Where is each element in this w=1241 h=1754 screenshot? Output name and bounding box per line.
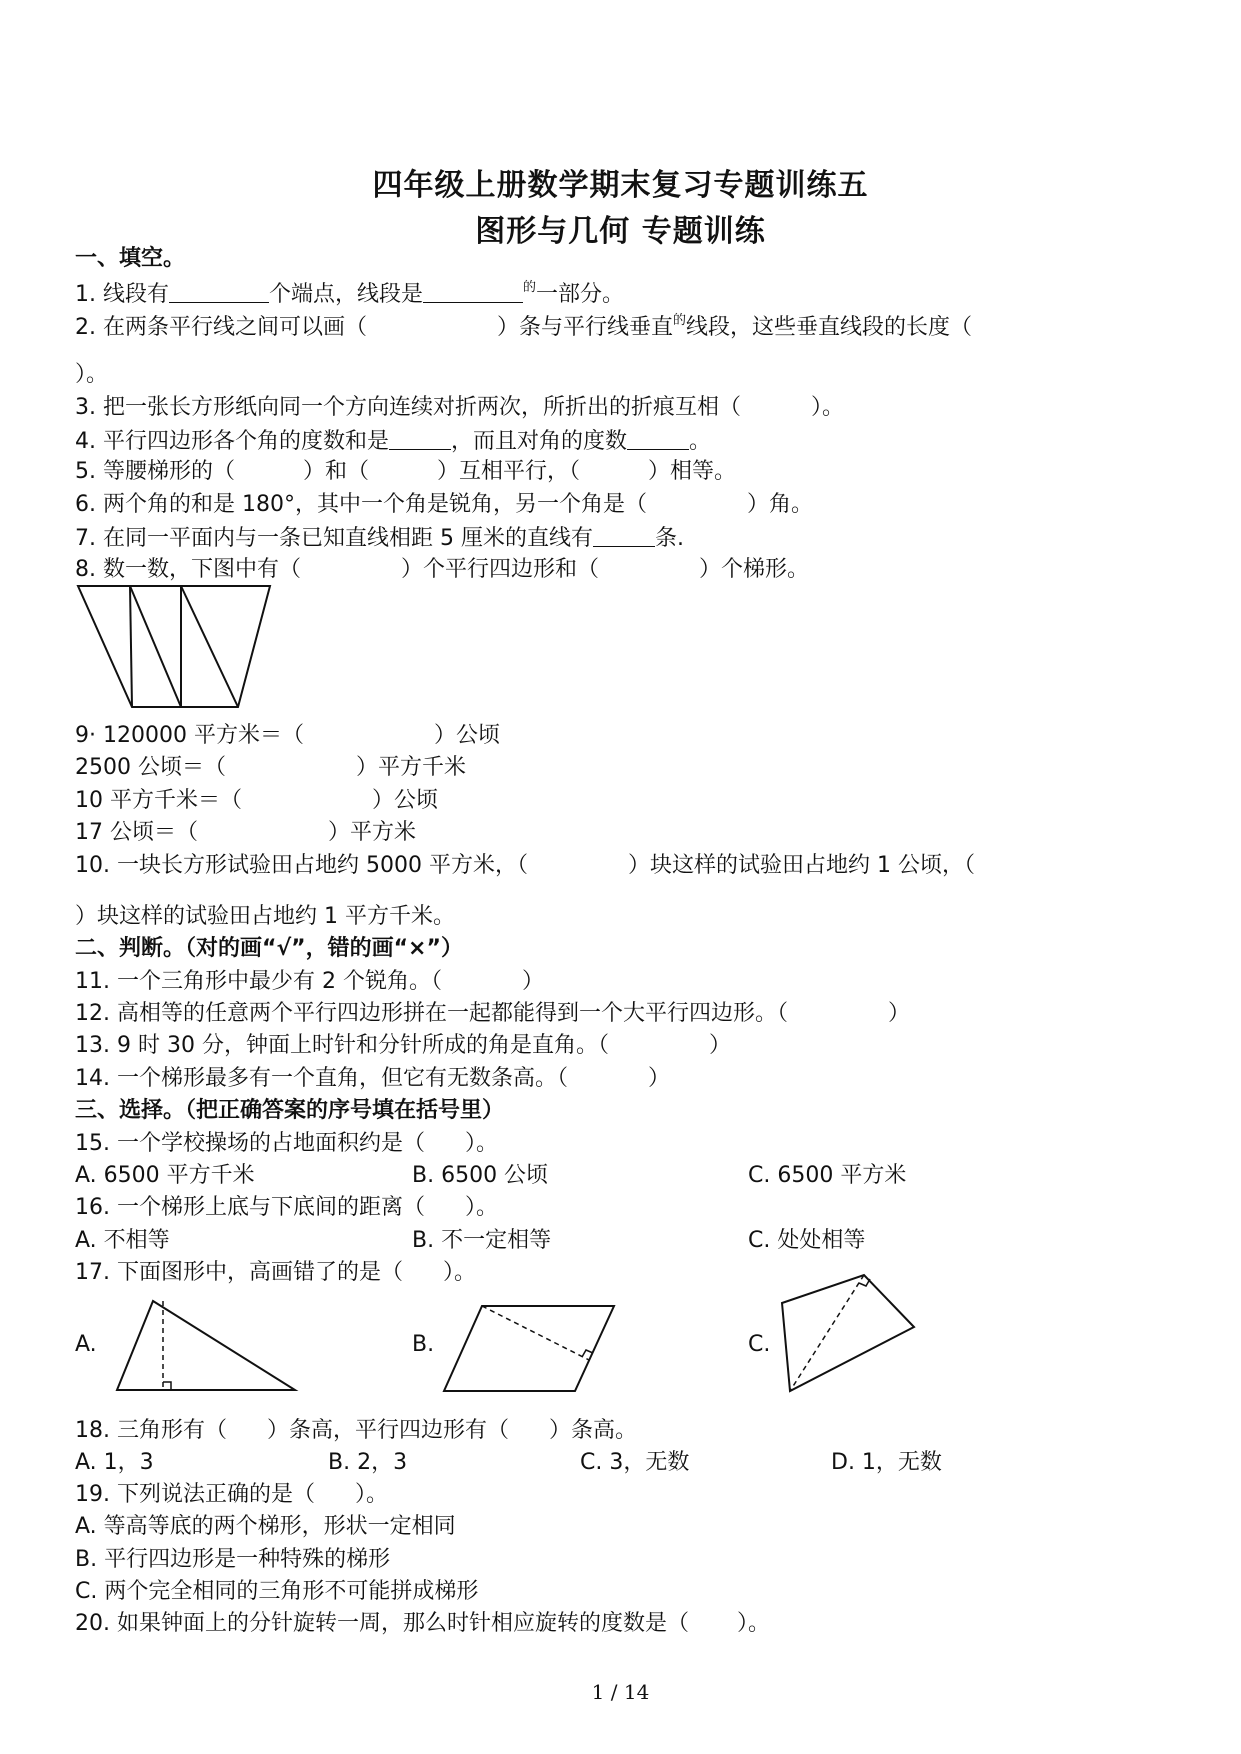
- q16-option-c[interactable]: C. 处处相等: [748, 1228, 866, 1253]
- question-11: 11. 一个三角形中最少有 2 个锐角。（ ）: [75, 969, 544, 994]
- section-choice-heading: 三、选择。（把正确答案的序号填在括号里）: [75, 1098, 505, 1123]
- page-number: 1 / 14: [591, 1680, 650, 1704]
- q15-option-a[interactable]: A. 6500 平方千米: [75, 1163, 255, 1188]
- question-19: 19. 下列说法正确的是（ ）。: [75, 1482, 388, 1507]
- answer-blank[interactable]: [389, 429, 451, 450]
- question-4: 4. 平行四边形各个角的度数和是 ，而且对角的度数 。: [75, 429, 712, 454]
- answer-blank[interactable]: [627, 429, 689, 450]
- question-9-line-3: 10 平方千米＝（ ）公顷: [75, 788, 439, 813]
- trapezoid-count-figure: [76, 584, 276, 714]
- question-13: 13. 9 时 30 分，钟面上时针和分针所成的角是直角。（ ）: [75, 1033, 731, 1058]
- question-16: 16. 一个梯形上底与下底间的距离（ ）。: [75, 1195, 498, 1220]
- q17-figure-c-trapezoid: [778, 1273, 918, 1395]
- q19-option-b[interactable]: B. 平行四边形是一种特殊的梯形: [75, 1547, 391, 1572]
- q19-option-a[interactable]: A. 等高等底的两个梯形，形状一定相同: [75, 1514, 456, 1539]
- q17-option-c-label[interactable]: C.: [748, 1332, 771, 1357]
- question-8: 8. 数一数，下图中有（ ）个平行四边形和（ ）个梯形。: [75, 557, 810, 582]
- q15-option-c[interactable]: C. 6500 平方米: [748, 1163, 907, 1188]
- question-1: 1. 线段有 个端点，线段是 $^的$一部分。: [75, 280, 625, 307]
- page-title: 四年级上册数学期末复习专题训练五: [372, 168, 869, 203]
- section-fill-heading: 一、填空。: [75, 246, 186, 271]
- question-9-line-1: 9· 120000 平方米＝（ ）公顷: [75, 723, 500, 748]
- question-12: 12. 高相等的任意两个平行四边形拼在一起都能得到一个大平行四边形。（ ）: [75, 1001, 910, 1026]
- question-3: 3. 把一张长方形纸向同一个方向连续对折两次，所折出的折痕互相（ ）。: [75, 395, 845, 420]
- question-14: 14. 一个梯形最多有一个直角，但它有无数条高。（ ）: [75, 1066, 670, 1091]
- question-10: 10. 一块长方形试验田占地约 5000 平方米，（ ）块这样的试验田占地约 1 公顷，（: [75, 853, 975, 878]
- question-7: 7. 在同一平面内与一条已知直线相距 5 厘米的直线有 条.: [75, 526, 684, 551]
- q17-option-a-label[interactable]: A.: [75, 1332, 97, 1357]
- question-5: 5. 等腰梯形的（ ）和（ ）互相平行，（ ）相等。: [75, 459, 737, 484]
- q16-option-b[interactable]: B. 不一定相等: [412, 1228, 552, 1253]
- question-15: 15. 一个学校操场的占地面积约是（ ）。: [75, 1131, 498, 1156]
- answer-blank[interactable]: [169, 282, 269, 303]
- q17-figure-a-triangle: [115, 1298, 300, 1393]
- q19-option-c[interactable]: C. 两个完全相同的三角形不可能拼成梯形: [75, 1579, 479, 1604]
- answer-blank[interactable]: [423, 282, 523, 303]
- section-judge-heading: 二、判断。（对的画“√”，错的画“×”）: [75, 936, 463, 961]
- q18-option-d[interactable]: D. 1，无数: [831, 1450, 942, 1475]
- question-2: 2. 在两条平行线之间可以画（ ）条与平行线垂直$^的$线段，这些垂直线段的长度（: [75, 313, 973, 340]
- q17-option-b-label[interactable]: B.: [412, 1332, 435, 1357]
- q18-option-b[interactable]: B. 2，3: [328, 1450, 408, 1475]
- q18-option-c[interactable]: C. 3，无数: [580, 1450, 690, 1475]
- question-20: 20. 如果钟面上的分针旋转一周，那么时针相应旋转的度数是（ ）。: [75, 1611, 770, 1636]
- question-9-line-2: 2500 公顷＝（ ）平方千米: [75, 755, 466, 780]
- answer-blank[interactable]: [593, 526, 655, 547]
- q17-figure-b-parallelogram: [442, 1303, 617, 1395]
- question-17: 17. 下面图形中，高画错了的是（ ）。: [75, 1260, 476, 1285]
- question-2-continued: ）。: [75, 362, 109, 387]
- question-10-continued: ）块这样的试验田占地约 1 平方千米。: [75, 904, 455, 929]
- question-6: 6. 两个角的和是 180°，其中一个角是锐角，另一个角是（ ）角。: [75, 492, 813, 517]
- question-18: 18. 三角形有（ ）条高，平行四边形有（ ）条高。: [75, 1418, 638, 1443]
- page-subtitle: 图形与几何 专题训练: [475, 214, 766, 249]
- q18-option-a[interactable]: A. 1，3: [75, 1450, 154, 1475]
- q15-option-b[interactable]: B. 6500 公顷: [412, 1163, 549, 1188]
- q16-option-a[interactable]: A. 不相等: [75, 1228, 170, 1253]
- question-9-line-4: 17 公顷＝（ ）平方米: [75, 820, 417, 845]
